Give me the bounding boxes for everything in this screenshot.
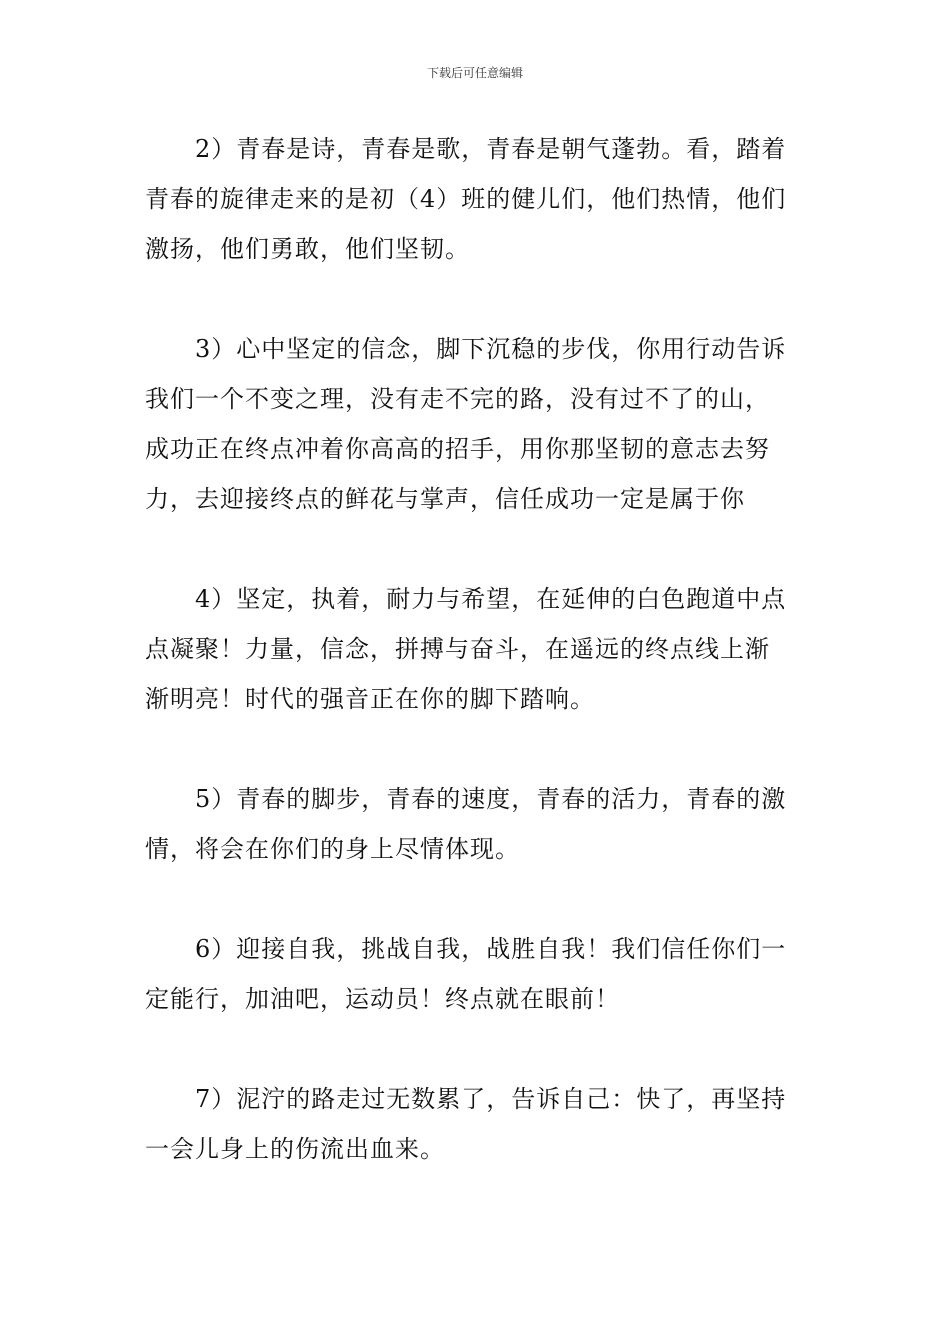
paragraph-line: 激扬，他们勇敢，他们坚韧。 (145, 235, 470, 263)
paragraph-line: 7）泥泞的路走过无数累了，告诉自己：快了，再坚持 (195, 1085, 787, 1113)
paragraph-6 (145, 924, 810, 1024)
paragraph-line: 力，去迎接终点的鲜花与掌声，信任成功一定是属于你 (145, 485, 745, 513)
paragraph-7 (145, 1074, 810, 1174)
page-header: 下载后可任意编辑 (426, 66, 523, 80)
paragraph-3 (145, 324, 810, 524)
paragraph-line: 定能行，加油吧，运动员！终点就在眼前！ (145, 985, 620, 1013)
paragraph-2 (145, 124, 810, 274)
paragraph-line: 青春的旋律走来的是初（4）班的健儿们，他们热情，他们 (145, 185, 787, 213)
paragraph-line: 点凝聚！力量，信念，拼搏与奋斗，在遥远的终点线上渐 (145, 635, 770, 663)
paragraph-line: 3）心中坚定的信念，脚下沉稳的步伐，你用行动告诉 (195, 335, 787, 363)
paragraph-line: 情，将会在你们的身上尽情体现。 (145, 835, 520, 863)
paragraph-line: 我们一个不变之理，没有走不完的路，没有过不了的山， (145, 385, 770, 413)
paragraph-line: 2）青春是诗，青春是歌，青春是朝气蓬勃。看，踏着 (195, 135, 787, 163)
paragraph-line: 渐明亮！时代的强音正在你的脚下踏响。 (145, 685, 595, 713)
paragraph-line: 一会儿身上的伤流出血来。 (145, 1135, 445, 1163)
paragraph-line: 5）青春的脚步，青春的速度，青春的活力，青春的激 (195, 785, 787, 813)
document-body (145, 124, 810, 1224)
paragraph-line: 4）坚定，执着，耐力与希望，在延伸的白色跑道中点 (195, 585, 787, 613)
paragraph-line: 成功正在终点冲着你高高的招手，用你那坚韧的意志去努 (145, 435, 770, 463)
paragraph-line: 6）迎接自我，挑战自我，战胜自我！我们信任你们一 (195, 935, 787, 963)
paragraph-4 (145, 574, 810, 724)
paragraph-5 (145, 774, 810, 874)
